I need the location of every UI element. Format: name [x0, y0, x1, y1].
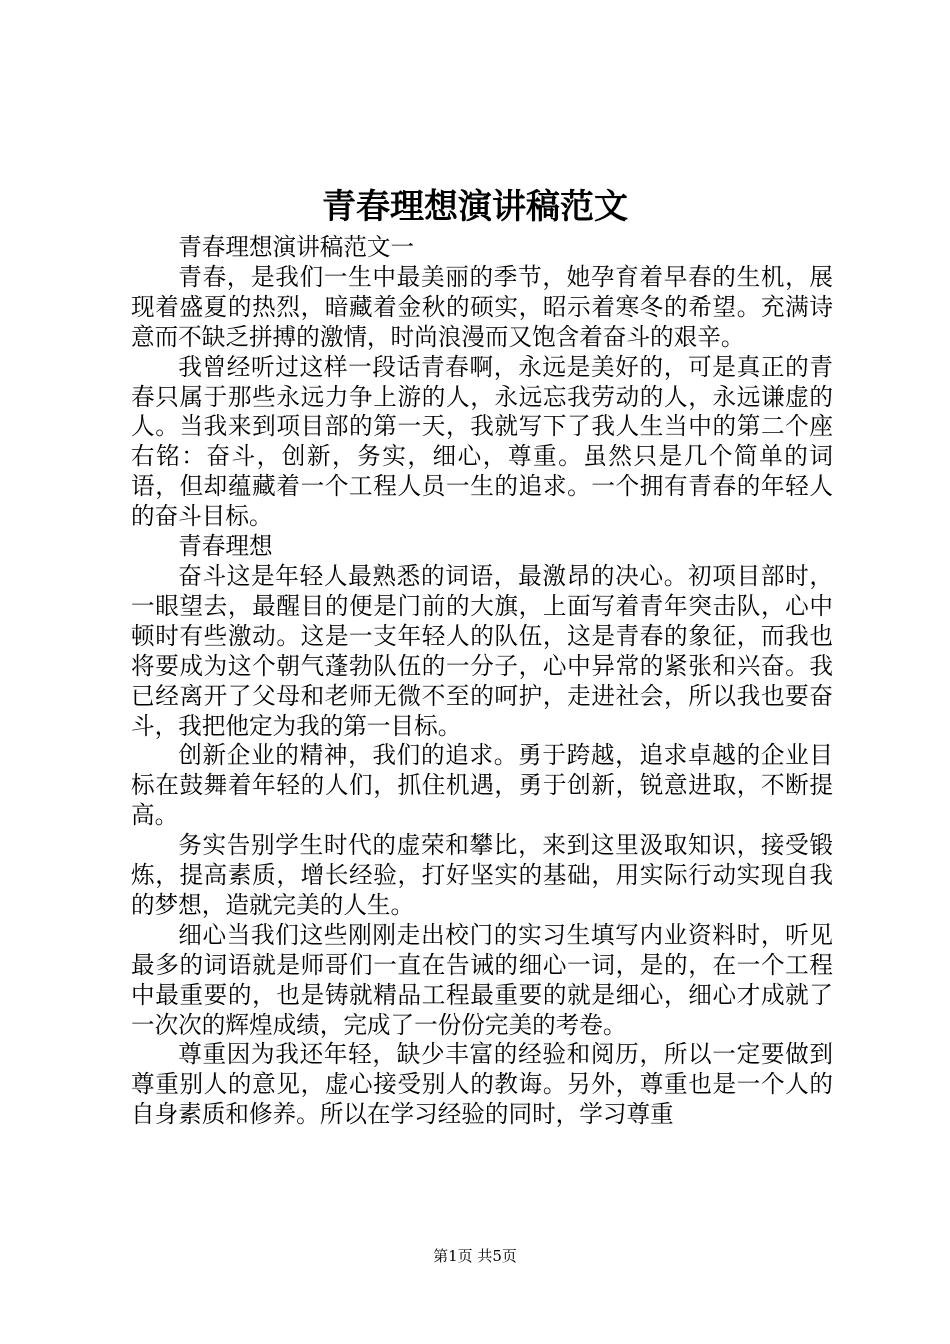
paragraph: 务实告别学生时代的虚荣和攀比，来到这里汲取知识，接受锻炼，提高素质，增长经验，打好坚实的基础，用实际行动实现自我的梦想，造就完美的人生。 [131, 831, 833, 919]
paragraph: 青春理想演讲稿范文一 [178, 233, 415, 261]
page-footer: 第1页 共5页 [433, 1247, 517, 1265]
paragraph: 奋斗这是年轻人最熟悉的词语，最激昂的决心。初项目部时，一眼望去，最醒目的便是门前的大旗，上面写着青年突击队，心中顿时有些激动。这是一支年轻人的队伍，这是青春的象征，而我也将要成为这个朝气蓬勃队伍的一分子，心中异常的紧张和兴奋。我已经离开了父母和老师无微不至的呵护，走进社会，所以我也要奋斗，我把他定为我的第一目标。 [131, 561, 833, 740]
document-title: 青春理想演讲稿范文 [322, 187, 628, 227]
paragraph: 创新企业的精神，我们的追求。勇于跨越，追求卓越的企业目标在鼓舞着年轻的人们，抓住机遇，勇于创新，锐意进取，不断提高。 [131, 741, 833, 830]
paragraph: 我曾经听过这样一段话青春啊，永远是美好的，可是真正的青春只属于那些永远力争上游的人，永远忘我劳动的人，永远谦虚的人。当我来到项目部的第一天，我就写下了我人生当中的第二个座右铭：奋斗，创新，务实，细心，尊重。虽然只是几个简单的词语，但却蕴藏着一个工程人员一生的追求。一个拥有青春的年轻人的奋斗目标。 [131, 352, 833, 531]
paragraph: 青春理想 [178, 532, 273, 561]
paragraph: 尊重因为我还年轻，缺少丰富的经验和阅历，所以一定要做到尊重别人的意见，虚心接受别人的教诲。另外，尊重也是一个人的自身素质和修养。所以在学习经验的同时，学习尊重 [131, 1040, 833, 1129]
document-body [131, 233, 833, 1130]
paragraph: 细心当我们这些刚刚走出校门的实习生填写内业资料时，听见最多的词语就是师哥们一直在告诫的细心一词，是的，在一个工程中最重要的，也是铸就精品工程最重要的就是细心，细心才成就了一次次的辉煌成绩，完成了一份份完美的考卷。 [131, 920, 833, 1039]
paragraph: 青春，是我们一生中最美丽的季节，她孕育着早春的生机，展现着盛夏的热烈，暗藏着金秋的硕实，昭示着寒冬的希望。充满诗意而不缺乏拼搏的激情，时尚浪漫而又饱含着奋斗的艰辛。 [131, 262, 833, 351]
